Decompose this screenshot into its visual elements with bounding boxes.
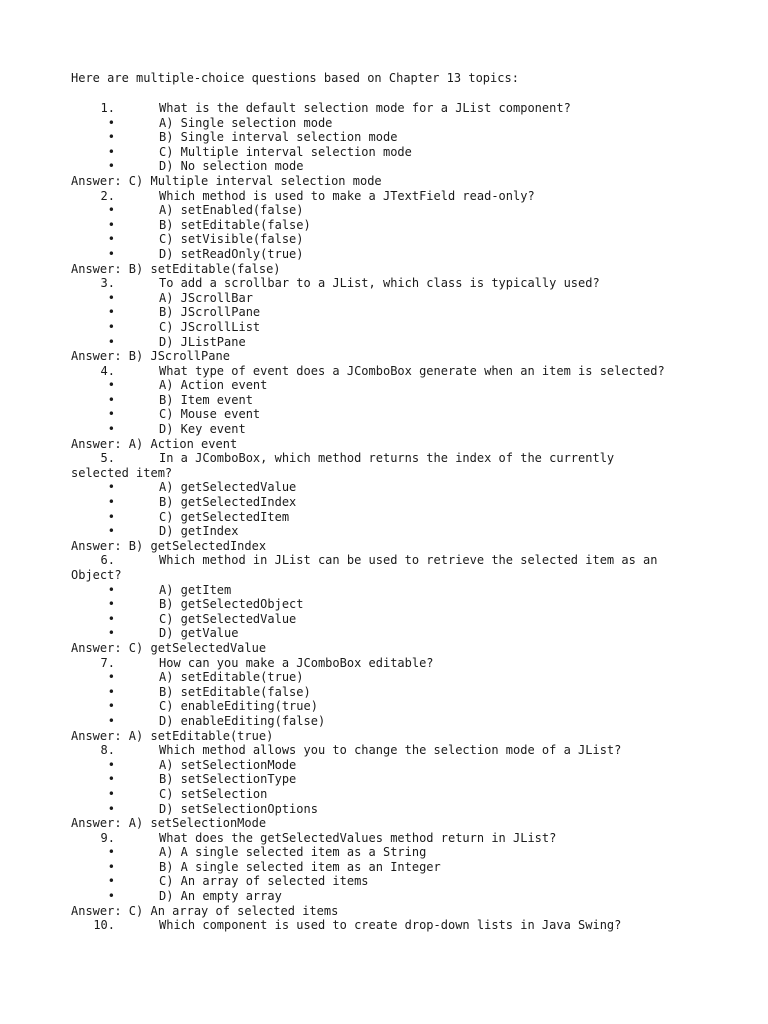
bullet-icon: • (107, 480, 115, 495)
option-text: B) Item event (159, 392, 253, 407)
question-text: What type of event does a JComboBox generate when an item is selected? (159, 363, 665, 378)
option-line (71, 626, 711, 641)
question-number: 3. (100, 276, 115, 291)
bullet-icon: • (107, 597, 115, 612)
question-line (71, 101, 711, 116)
bullet-icon: • (107, 772, 115, 787)
answer-line: Answer: B) JScrollPane (71, 349, 230, 364)
question-text: Which component is used to create drop-down lists in Java Swing? (159, 918, 622, 933)
option-text: B) getSelectedObject (159, 597, 304, 612)
bullet-icon: • (107, 699, 115, 714)
answer-line: Answer: C) Multiple interval selection mode (71, 173, 382, 188)
bullet-icon: • (107, 495, 115, 510)
bullet-icon: • (107, 232, 115, 247)
option-text: A) A single selected item as a String (159, 845, 427, 860)
option-text: A) setEditable(true) (159, 670, 304, 685)
option-line (71, 407, 711, 422)
question-text: Which method in JList can be used to retrieve the selected item as an (159, 553, 658, 568)
option-text: D) setSelectionOptions (159, 801, 318, 816)
question-number: 6. (100, 553, 115, 568)
option-line (71, 772, 711, 787)
option-text: A) setSelectionMode (159, 757, 297, 772)
bullet-icon: • (107, 684, 115, 699)
question-text: How can you make a JComboBox editable? (159, 655, 434, 670)
question-text-continued: selected item? (71, 465, 173, 480)
question-line (71, 364, 711, 379)
option-text: A) getSelectedValue (159, 480, 297, 495)
option-line (71, 583, 711, 598)
option-text: B) JScrollPane (159, 305, 261, 320)
option-line (71, 422, 711, 437)
option-text: B) Single interval selection mode (159, 130, 398, 145)
option-text: C) setVisible(false) (159, 232, 304, 247)
bullet-icon: • (107, 392, 115, 407)
question-text: Which method is used to make a JTextField read-only? (159, 188, 535, 203)
answer-line: Answer: A) setEditable(true) (71, 728, 274, 743)
option-line (71, 860, 711, 875)
question-number: 4. (100, 363, 115, 378)
option-text: B) setEditable(false) (159, 684, 311, 699)
question-text: In a JComboBox, which method returns the index of the currently (159, 451, 615, 466)
bullet-icon: • (107, 130, 115, 145)
bullet-icon: • (107, 203, 115, 218)
option-line (71, 699, 711, 714)
question-line (71, 189, 711, 204)
question-line (71, 276, 711, 291)
intro-text: Here are multiple-choice questions based on Chapter 13 topics: (71, 71, 519, 85)
option-line (71, 247, 711, 262)
bullet-icon: • (107, 378, 115, 393)
bullet-icon: • (107, 786, 115, 801)
question-text: To add a scrollbar to a JList, which class is typically used? (159, 276, 600, 291)
bullet-icon: • (107, 801, 115, 816)
option-text: D) No selection mode (159, 159, 304, 174)
bullet-icon: • (107, 509, 115, 524)
answer-line: Answer: A) setSelectionMode (71, 816, 267, 831)
question-number: 5. (100, 451, 115, 466)
bullet-icon: • (107, 144, 115, 159)
option-text: B) setSelectionType (159, 772, 297, 787)
option-line (71, 714, 711, 729)
bullet-icon: • (107, 217, 115, 232)
bullet-icon: • (107, 713, 115, 728)
option-text: A) Single selection mode (159, 115, 333, 130)
option-text: D) getIndex (159, 524, 239, 539)
option-line (71, 495, 711, 510)
bullet-icon: • (107, 582, 115, 597)
question-text: What is the default selection mode for a JList component? (159, 101, 571, 115)
option-line (71, 145, 711, 160)
bullet-icon: • (107, 305, 115, 320)
option-text: D) setReadOnly(true) (159, 246, 304, 261)
bullet-icon: • (107, 889, 115, 904)
question-list (71, 101, 711, 933)
option-line (71, 116, 711, 131)
option-line (71, 320, 711, 335)
option-text: D) An empty array (159, 889, 282, 904)
option-text: C) JScrollList (159, 319, 261, 334)
document-page (71, 71, 711, 933)
option-text: B) setEditable(false) (159, 217, 311, 232)
option-text: D) Key event (159, 422, 246, 437)
option-line (71, 874, 711, 889)
question-number: 1. (100, 101, 115, 115)
option-line (71, 335, 711, 350)
option-text: B) A single selected item as an Integer (159, 859, 441, 874)
option-text: C) Multiple interval selection mode (159, 144, 412, 159)
option-text: D) getValue (159, 626, 239, 641)
option-line (71, 159, 711, 174)
question-text: Which method allows you to change the selection mode of a JList? (159, 743, 622, 758)
question-line (71, 553, 711, 568)
option-line (71, 524, 711, 539)
option-line (71, 612, 711, 627)
option-text: A) Action event (159, 378, 268, 393)
bullet-icon: • (107, 874, 115, 889)
option-text: C) Mouse event (159, 407, 261, 422)
bullet-icon: • (107, 524, 115, 539)
option-text: A) setEnabled(false) (159, 203, 304, 218)
option-text: C) getSelectedValue (159, 611, 297, 626)
option-line (71, 130, 711, 145)
bullet-icon: • (107, 246, 115, 261)
option-line (71, 291, 711, 306)
answer-line: Answer: C) getSelectedValue (71, 640, 267, 655)
question-line (71, 656, 711, 671)
bullet-icon: • (107, 290, 115, 305)
question-number: 2. (100, 188, 115, 203)
option-text: A) getItem (159, 582, 232, 597)
option-line (71, 845, 711, 860)
bullet-icon: • (107, 334, 115, 349)
question-number: 7. (100, 655, 115, 670)
option-line (71, 203, 711, 218)
question-line (71, 743, 711, 758)
bullet-icon: • (107, 845, 115, 860)
option-text: D) enableEditing(false) (159, 713, 326, 728)
option-text: C) enableEditing(true) (159, 699, 318, 714)
option-line (71, 378, 711, 393)
question-line (71, 918, 711, 933)
question-line (71, 831, 711, 846)
question-number: 10. (93, 918, 115, 933)
bullet-icon: • (107, 626, 115, 641)
bullet-icon: • (107, 670, 115, 685)
question-number: 9. (100, 830, 115, 845)
option-line (71, 758, 711, 773)
answer-line: Answer: B) setEditable(false) (71, 261, 281, 276)
bullet-icon: • (107, 319, 115, 334)
question-number: 8. (100, 743, 115, 758)
bullet-icon: • (107, 159, 115, 174)
bullet-icon: • (107, 407, 115, 422)
option-text: A) JScrollBar (159, 290, 253, 305)
question-text-continued: Object? (71, 568, 122, 582)
option-line (71, 685, 711, 700)
answer-line: Answer: B) getSelectedIndex (71, 538, 267, 553)
question-text: What does the getSelectedValues method return in JList? (159, 830, 557, 845)
bullet-icon: • (107, 115, 115, 130)
option-line (71, 802, 711, 817)
bullet-icon: • (107, 422, 115, 437)
option-line (71, 218, 711, 233)
option-line (71, 480, 711, 495)
answer-line: Answer: A) Action event (71, 436, 238, 451)
option-line (71, 670, 711, 685)
option-text: C) An array of selected items (159, 874, 369, 889)
option-text: C) setSelection (159, 786, 268, 801)
option-text: C) getSelectedItem (159, 509, 290, 524)
option-line (71, 393, 711, 408)
bullet-icon: • (107, 859, 115, 874)
option-line (71, 889, 711, 904)
answer-line: Answer: C) An array of selected items (71, 903, 339, 918)
option-line (71, 510, 711, 525)
option-text: D) JListPane (159, 334, 246, 349)
option-text: B) getSelectedIndex (159, 495, 297, 510)
bullet-icon: • (107, 757, 115, 772)
option-line (71, 232, 711, 247)
option-line (71, 787, 711, 802)
option-line (71, 597, 711, 612)
question-line (71, 451, 711, 466)
option-line (71, 305, 711, 320)
bullet-icon: • (107, 611, 115, 626)
